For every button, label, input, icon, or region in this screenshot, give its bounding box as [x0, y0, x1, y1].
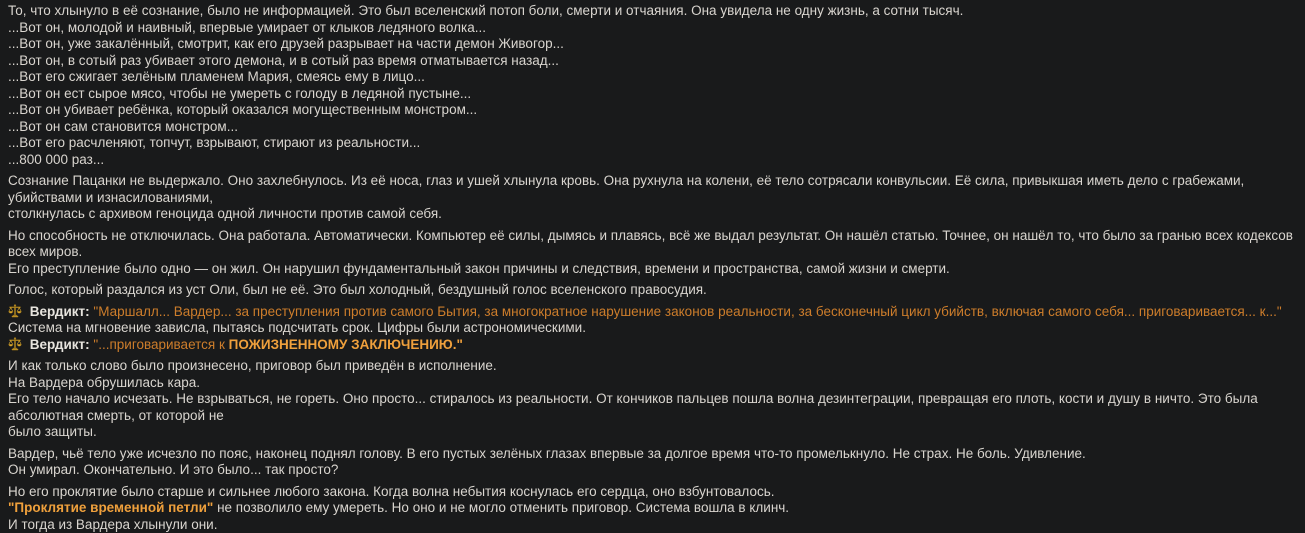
paragraph — [8, 282, 1297, 299]
curse-name: "Проклятие временной петли" — [8, 500, 213, 515]
text-segment: ...Вот он, уже закалённый, смотрит, как его друзей разрывает на части демон Живогор... — [8, 36, 564, 51]
verdict-quote: "Маршалл... Вардер... за преступления против самого Бытия, за многократное нарушение законов реальности, за бесконечный цикл убийств, включая самого себя... приговаривается... к..." — [93, 304, 1281, 319]
text-segment: ...Вот он, в сотый раз убивает этого демона, и в сотый раз время отматывается назад... — [8, 53, 559, 68]
paragraph — [8, 304, 1297, 354]
story-content — [8, 3, 1297, 533]
text-segment: ...Вот он, молодой и наивный, впервые умирает от клыков ледяного волка... — [8, 20, 486, 35]
scales-of-justice-icon — [8, 304, 22, 318]
text-segment: не позволило ему умереть. Но оно и не могло отменить приговор. Система вошла в клинч. — [213, 500, 789, 515]
text-segment: ...800 000 раз... — [8, 152, 104, 167]
text-segment: Но способность не отключилась. Она работала. Автоматически. Компьютер её силы, дымясь и плавясь, всё же выдал результат. Он нашёл статью. Точнее, он нашёл то, что было за гранью всех кодексов всех миров. — [8, 228, 1293, 260]
text-segment: И как только слово было произнесено, приговор был приведён в исполнение. — [8, 358, 497, 373]
scales-of-justice-icon — [8, 337, 22, 351]
verdict-sentence: ПОЖИЗНЕННОМУ ЗАКЛЮЧЕНИЮ." — [229, 337, 463, 352]
paragraph — [8, 358, 1297, 441]
text-segment: Сознание Пацанки не выдержало. Оно захлебнулось. Из её носа, глаз и ушей хлынула кровь. Она рухнула на колени, её тело сотрясали конвульсии. Её сила, привыкшая иметь дело с грабежами, убийствами и изнасилованиями, — [8, 173, 1244, 205]
text-segment: Его преступление было одно — он жил. Он нарушил фундаментальный закон причины и следствия, времени и пространства, самой жизни и смерти. — [8, 261, 950, 276]
paragraph — [8, 173, 1297, 223]
text-segment: На Вардера обрушилась кара. — [8, 375, 200, 390]
text-segment: было защиты. — [8, 424, 97, 439]
text-segment: То, что хлынуло в её сознание, было не информацией. Это был вселенский потоп боли, смерти и отчаяния. Она увидела не одну жизнь, а сотни тысяч. — [8, 3, 963, 18]
text-segment: Голос, который раздался из уст Оли, был не её. Это был холодный, бездушный голос вселенского правосудия. — [8, 282, 707, 297]
paragraph — [8, 484, 1297, 533]
paragraph — [8, 446, 1297, 479]
text-segment: Вардер, чьё тело уже исчезло по пояс, наконец поднял голову. В его пустых зелёных глазах впервые за долгое время что-то промелькнуло. Не страх. Не боль. Удивление. — [8, 446, 1086, 461]
text-segment: Он умирал. Окончательно. И это было... так просто? — [8, 462, 338, 477]
text-segment: Его тело начало исчезать. Не взрываться, не гореть. Оно просто... стиралось из реальности. От кончиков пальцев пошла волна дезинтеграции, превращая его плоть, кости и душу в ничто. Это была абсолютная смерть, от которой не — [8, 391, 1258, 423]
text-segment: столкнулась с архивом геноцида одной личности против самой себя. — [8, 206, 442, 221]
verdict-label: Вердикт: — [30, 337, 94, 352]
paragraph — [8, 3, 1297, 168]
text-segment: ...Вот он сам становится монстром... — [8, 119, 238, 134]
text-segment: ...Вот он ест сырое мясо, чтобы не умереть с голоду в ледяной пустыне... — [8, 86, 471, 101]
verdict-quote: "...приговаривается к — [93, 337, 228, 352]
text-segment: ...Вот его расчленяют, топчут, взрывают, стирают из реальности... — [8, 135, 420, 150]
text-segment: Но его проклятие было старше и сильнее любого закона. Когда волна небытия коснулась его сердца, оно взбунтовалось. — [8, 484, 775, 499]
text-segment: ...Вот его сжигает зелёным пламенем Мария, смеясь ему в лицо... — [8, 69, 425, 84]
text-segment: Система на мгновение зависла, пытаясь подсчитать срок. Цифры были астрономическими. — [8, 320, 586, 335]
paragraph — [8, 228, 1297, 278]
verdict-label: Вердикт: — [30, 304, 94, 319]
text-segment: И тогда из Вардера хлынули они. — [8, 517, 217, 532]
text-segment: ...Вот он убивает ребёнка, который оказался могущественным монстром... — [8, 102, 477, 117]
